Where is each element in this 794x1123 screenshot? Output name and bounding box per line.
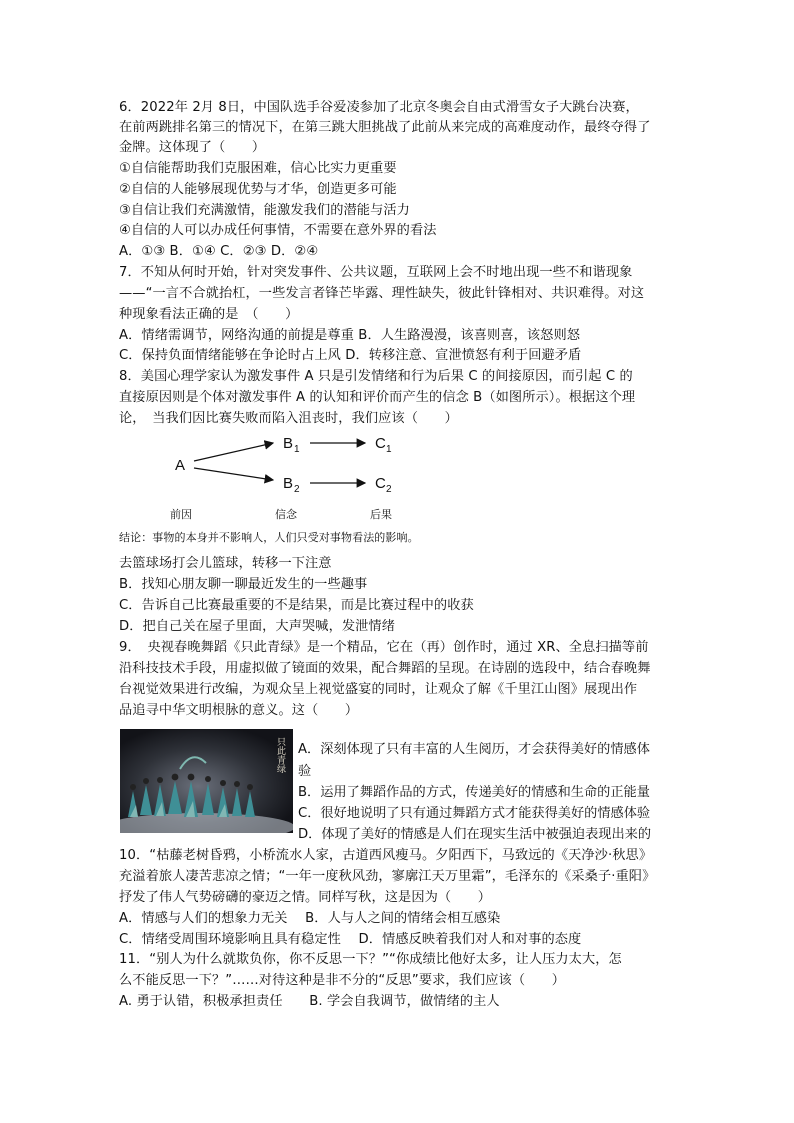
node-b1-subscript: 1	[294, 444, 300, 455]
q8-option-b: B．找知心朋友聊一聊最近发生的一些趣事	[119, 577, 368, 592]
q10-options-cd: C．情绪受周围环境影响且具有稳定性 D．情感反映着我们对人和对事的态度	[119, 932, 582, 947]
q9-stem-line3: 台视觉效果进行改编，为观众呈上视觉盛宴的同时，让观众了解《千里江山图》展现出作	[119, 682, 638, 697]
q10-stem-line2: 充溢着旅人凄苦悲凉之情；“一年一度秋风劲，寥廓江天万里霜”，毛泽东的《采桑子·重阳》	[119, 869, 656, 884]
q7-options-cd: C．保持负面情绪能够在争论时占上风 D．转移注意、宣泄愤怒有利于回避矛盾	[119, 348, 582, 363]
q7-stem-line2: ——“一言不合就抬杠，一些发言者锋芒毕露、理性缺失，彼此针锋相对、共识难得。对这	[119, 286, 645, 301]
arrow-a-b1	[194, 443, 273, 461]
node-a: A	[175, 457, 186, 474]
node-b2: B	[283, 475, 294, 492]
photo-title-calligraphy: 只此青绿	[275, 737, 285, 773]
q9-stem-line4: 品追寻中华文明根脉的意义。这（ ）	[119, 703, 359, 718]
q7-stem-line3: 种现象看法正确的是 （ ）	[119, 307, 299, 322]
q8-option-d: D．把自己关在屋子里面，大声哭喊，发泄情绪	[119, 619, 396, 634]
node-c1-subscript: 1	[386, 444, 392, 455]
node-c1: C	[375, 435, 386, 452]
label-belief: 信念	[275, 508, 297, 521]
q6-stem-line1: 6．2022年 2月 8日，中国队选手谷爱凌参加了北京冬奥会自由式滑雪女子大跳台决赛，	[119, 100, 639, 115]
arrow-a-b2	[194, 468, 273, 480]
q8-stem-line1: 8．美国心理学家认为激发事件 A 只是引发情绪和行为后果 C 的间接原因，而引起 C 的	[119, 369, 633, 384]
q6-stem-line2: 在前两跳排名第三的情况下，在第三跳大胆挑战了此前从来完成的高难度动作，最终夺得了	[119, 120, 651, 135]
q6-answer-options: A．①③ B．①④ C．②③ D．②④	[119, 244, 319, 259]
q7-stem-line1: 7．不知从何时开始，针对突发事件、公共议题，互联网上会不时地出现一些不和谐现象	[119, 265, 633, 280]
q10-options-ab: A．情感与人们的想象力无关 B．人与人之间的情绪会相互感染	[119, 911, 501, 926]
q11-options-ab: A. 勇于认错，积极承担责任 B. 学会自我调节，做情绪的主人	[119, 994, 500, 1009]
q8-stem-line2: 直接原因则是个体对激发事件 A 的认知和评价而产生的信念 B（如图所示）。根据这个理	[119, 390, 636, 405]
dance-stage-photo	[120, 729, 293, 833]
label-consequence: 后果	[370, 508, 392, 521]
q6-statement-1: ①自信能帮助我们克服困难，信心比实力更重要	[119, 161, 397, 176]
q9-option-a-line2: 验	[298, 764, 312, 779]
q9-option-c: C．很好地说明了只有通过舞蹈方式才能获得美好的情感体验	[298, 806, 651, 821]
q11-stem-line1: 11．“别人为什么就欺负你，你不反思一下？”“你成绩比他好太多，让人压力太大，怎	[119, 952, 622, 967]
node-c2: C	[375, 475, 386, 492]
q9-option-a-line1: A．深刻体现了只有丰富的人生阅历，才会获得美好的情感体	[298, 742, 650, 757]
q6-stem-line3: 金牌。这体现了（ ）	[119, 140, 266, 155]
q9-stem-line2: 沿科技技术手段，用虚拟做了镜面的效果，配合舞蹈的呈现。在诗剧的选段中，结合春晚舞	[119, 661, 651, 676]
q9-option-d: D．体现了美好的情感是人们在现实生活中被强迫表现出来的	[298, 827, 652, 842]
q6-statement-4: ④自信的人可以办成任何事情，不需要在意外界的看法	[119, 223, 437, 238]
q9-option-b: B．运用了舞蹈作品的方式，传递美好的情感和生命的正能量	[298, 785, 650, 800]
node-c2-subscript: 2	[386, 484, 392, 495]
q8-option-c: C．告诉自己比赛最重要的不是结果，而是比赛过程中的收获	[119, 598, 474, 613]
node-b1: B	[283, 435, 294, 452]
q10-stem-line1: 10．“枯藤老树昏鸦，小桥流水人家，古道西风瘦马。夕阳西下，马致远的《天净沙·秋思》	[119, 848, 653, 863]
q9-stem-line1: 9． 央视春晚舞蹈《只此青绿》是一个精品，它在（再）创作时，通过 XR、全息扫描等前	[119, 640, 649, 655]
abc-theory-diagram	[160, 428, 420, 523]
q6-statement-3: ③自信让我们充满激情，能激发我们的潜能与活力	[119, 203, 410, 218]
q8-conclusion: 结论：事物的本身并不影响人，人们只受对事物看法的影响。	[119, 531, 419, 544]
label-cause: 前因	[170, 508, 192, 521]
node-b2-subscript: 2	[294, 484, 300, 495]
q7-options-ab: A．情绪需调节，网络沟通的前提是尊重 B．人生路漫漫，该喜则喜，该怒则怒	[119, 328, 581, 343]
q8-stem-line3: 论， 当我们因比赛失败而陷入沮丧时，我们应该（ ）	[119, 411, 458, 426]
q6-statement-2: ②自信的人能够展现优势与才华，创造更多可能	[119, 182, 397, 197]
q11-stem-line2: 么不能反思一下？”……对待这种是非不分的“反思”要求，我们应该（ ）	[119, 973, 565, 988]
q8-option-a: 去篮球场打会儿篮球，转移一下注意	[119, 556, 332, 571]
q10-stem-line3: 抒发了伟人气势磅礴的豪迈之情。同样写秋，这是因为（ ）	[119, 890, 492, 905]
